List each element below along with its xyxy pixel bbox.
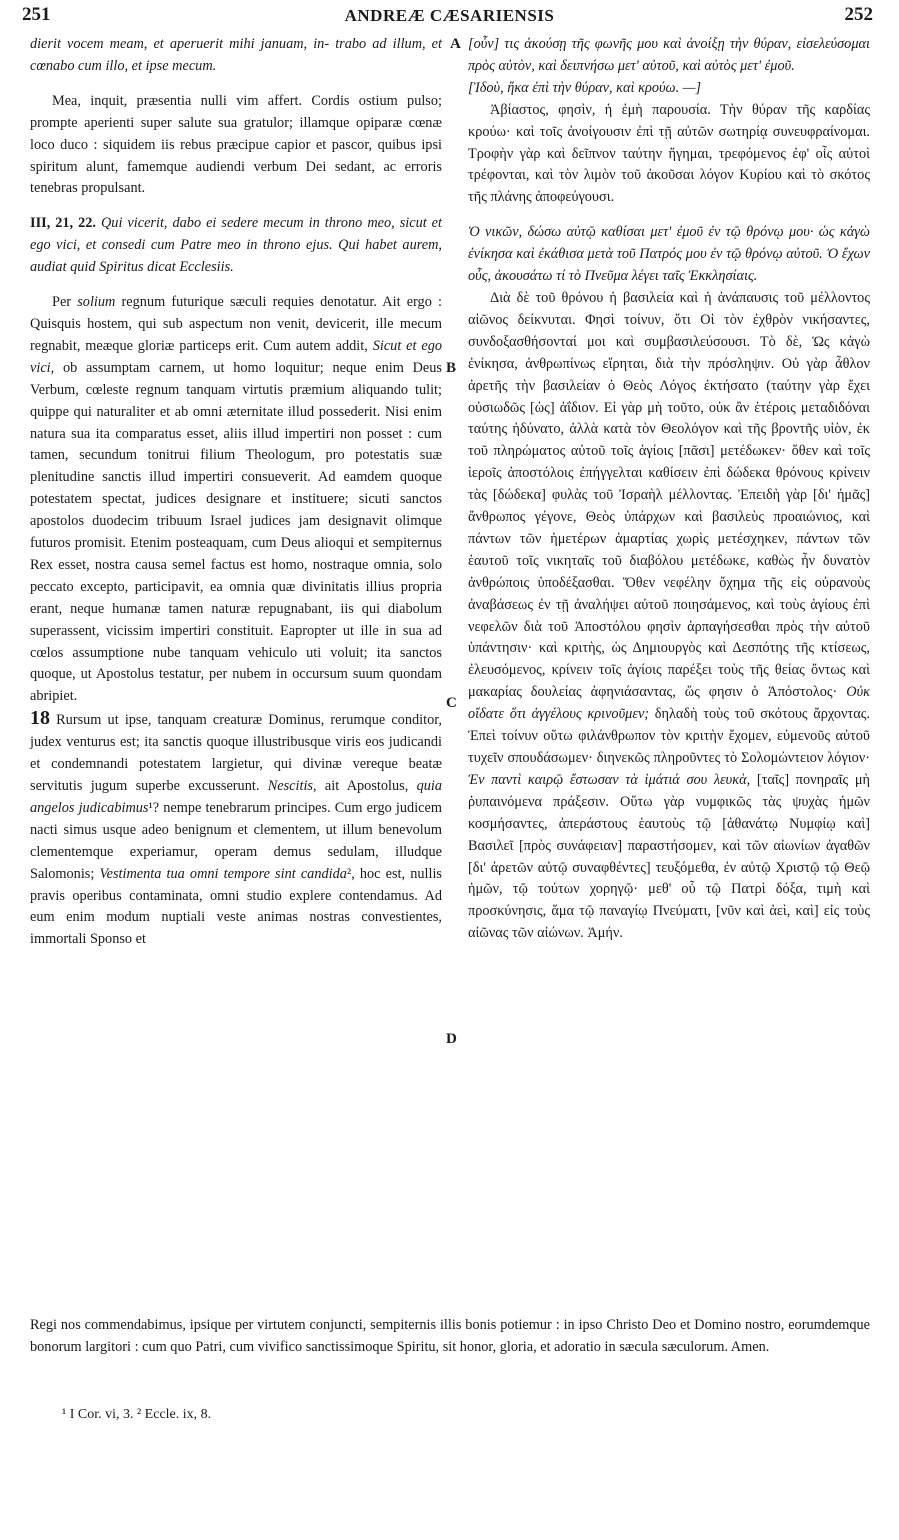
margin-letter-a: A (450, 36, 461, 52)
latin-commentary-3: 18 Rursum ut ipse, tanquam creaturæ Dominus, rerumque conditor, judex venturus est; ita sanctis quoque illustribusque viris eos judicandi et condemnandi potestatem largietur, qui divinæ vereque beatæ servitutis jugum superbe excusserunt. Nescitis, ait Apostolus, quia angelos judicabimus¹? nempe tenebrarum principes. Cum ergo judicem nacti simus usque adeo benignum et clementem, ut illum benevolum clementemque experiamur, operam demus sedulam, illudque Salomonis; Vestimenta tua omni tempore sint candida², hoc est, nullis pravis operibus contaminata, omni studio explere contendamus. Ad eum enim modum nuptiali veste animas nostras convestientes, immortali Sponso et (30, 707, 442, 948)
latin-commentary-2: Per solium regnum futurique sæculi requies denotatur. Ait ergo : Quisquis hostem, qui sub aspectum non venit, devicerit, ille mecum regnabit, meæque gloriæ particeps erit. Cum autem addit, Sicut et ego vici, ob assumptam carnem, ut homo loquitur; neque enim Deus Verbum, cœleste regnum tanquam virtutis præmium aliquando tulit; quippe qui naturaliter et ab omni æternitate illud possederit. Nisi enim natura sua ita comparatus esset, aliis illud impertiri non posset : cum tamen, secundum tonitrui filium Theologum, pro potestatis suæ plenitudine sanctis illud impertiri consueverit. Ad eamdem quoque potestatem spectat, judices designare et instituere; sicuti sanctos apostolos duodecim tribuum Israel judices jam designavit olimque futuros promisit. Etenim posteaquam, cum Deus alioqui et sempiternus Rex esset, nostra causa semel factus est homo, nostraque omnia, solo peccato excepto, participavit, ea omnia quæ divinitatis illius propria erant, neque humanæ tamen naturæ repugnabant, iis qui diabolum superassent, vicissim impertiri constituit. Eapropter ut ille in sua ad cœlos assumptione nube tanquam vehiculo uti voluit; ita sanctos quoque, ut Apostolus testatur, per nubem in occursum suum quondam abripiet. (30, 294, 442, 705)
greek-commentary-1: Ἀβίαστος, φησὶν, ἡ ἐμὴ παρουσία. Τὴν θύραν τῆς καρδίας κρούω· καὶ τοῖς ἀνοίγουσιν ἐπὶ τῇ αὐτῶν σωτηρίᾳ συνευφραίνομαι. Τροφὴν γὰρ καὶ δεῖπνον ταύτην ἥγημαι, τρεφόμενος ἐφ' οἷς αὐτοὶ τρέφονται, καὶ τὸν λιμὸν τοῦ ἀκοῦσαι λόγον Κυρίου καὶ τὸ σκότος τῆς πλάνης ἀποφεύγουσι. (468, 101, 870, 206)
latin-verse: III, 21, 22. Qui vicerit, dabo ei sedere mecum in throno meo, sicut et ego vici, et consedi cum Patre meo in throno ejus. Qui habet aurem, audiat quid Spiritus dicat Ecclesiis. (30, 215, 443, 276)
latin-column (30, 34, 442, 951)
page-number-right: 252 (844, 4, 873, 25)
closing-line: Regi nos commendabimus, ipsique per virtutem conjuncti, sempiternis illis bonis potiemur : in ipso Christo Deo et Domino nostro, eorumdemque bonorum largitori : cum quo Patri, cum vivifico sanctissimoque Spiritu, sit honor, gloria, et adoratio in sæcula sæculorum. Amen. (30, 1317, 870, 1355)
greek-bracket-verse: [Ἰδοὺ, ἥκα ἐπὶ τὴν θύραν, καὶ κρούω. —] (468, 79, 702, 96)
margin-letter-c: C (446, 695, 457, 711)
section-number: 18 (30, 707, 50, 730)
greek-column (468, 34, 870, 945)
latin-verse-end: dierit vocem meam, et aperuerit mihi januam, in- trabo ad illum, et cœnabo cum illo, et ipse mecum. (30, 36, 442, 74)
greek-commentary-2: Διὰ δὲ τοῦ θρόνου ἡ βασιλεία καὶ ἡ ἀνάπαυσις τοῦ μέλλοντος αἰῶνος δείκνυται. Φησὶ τοίνυν, ὅτι Οἱ τὸν ἐχθρὸν νικήσαντες, συνδοξασθήσονταί μοι καὶ συμβασιλεύσουσι. Τὸ δὲ, Ὡς κἀγὼ ἐνίκησα, ἀνθρωπίνως εἴρηται, διὰ τὴν πρόσληψιν. Οὐ γὰρ ἆθλον ἀρετῆς τὴν βασιλείαν ὁ Θεὸς Λόγος ἐκτήσατο (ταύτην γὰρ ἔχει οὐσιωδῶς [ὡς] ἀΐδιον. Εἰ γὰρ μὴ τοῦτο, οὐκ ἂν ἑτέροις μεταδιδόναι ταύτης ἠδύνατο, ἀλλὰ κατὰ τὸν Θεολόγον καὶ τῆς βροντῆς υἱὸν, ἐκ τοῦ πληρώματος αὐτοῦ τοῖς ἁγίοις [πᾶσι] μετέδωκεν· ὅθεν καὶ τοῖς ἱεροῖς ἀποστόλοις ἐπήγγελται καθίσειν ἐπὶ δώδεκα θρόνους κρίνειν τὰς [δώδεκα] φυλὰς τοῦ Ἰσραὴλ μέλλοντας. Ἐπειδὴ γὰρ [δι' ἡμᾶς] ἄνθρωπος γέγονε, Θεὸς ὑπάρχων καὶ βασιλεὺς προαιώνιος, καὶ πάντων τῶν ἡμετέρων ἁμαρτίας χωρὶς μετέσχηκεν, πάντων τῶν ἑαυτοῦ τοῖς νικηταῖς τοῦ διαβόλου μετέδωκε, καθὼς ἦν δυνατὸν ἀνθρώποις ὑποδέξασθαι. Ὅθεν νεφέλην ὄχημα τῆς εἰς οὐρανοὺς ἀναβάσεως ἐν τῇ ἀναλήψει αὐτοῦ ποιησάμενος, καὶ τοὺς ἁγίους ἐπὶ νεφελῶν διὰ τοῦ Ἀποστόλου φησὶν ἁρπαγήσεσθαι πρὸς τὴν αὐτοῦ ὑπάντησιν· καὶ κριτὴς, ὡς Δημιουργὸς καὶ Δεσπότης τῆς κτίσεως, ἐλευσόμενος, κρίνειν τοῖς ἁγίοις παρέξει τοὺς τῆς θείας ὄντως καὶ μακαρίας δουλείας ἀφηνιάσαντας, ὥς φησιν ὁ Ἀπόστολος· Οὐκ οἴδατε ὅτι ἀγγέλους κρινοῦμεν; δηλαδὴ τοὺς τοῦ σκότους ἄρχοντας. Ἐπεὶ τοίνυν οὕτω φιλάνθρωπον τὸν κριτὴν ἔχομεν, εὐμενοῦς αὐτοῦ τυχεῖν σπουδάσωμεν· διηνεκῶς πληροῦντες τὸ Σολομώντειον λόγιον· Ἐν παντὶ καιρῷ ἔστωσαν τὰ ἱμάτιά σου λευκὰ, [ταῖς] πονηραῖς μὴ ῥυπαινόμενα πράξεσιν. Οὕτω γὰρ νυμφικῶς τὰς ψυχὰς ἡμῶν κοσμήσαντες, ἀπεράστους ἑαυτοὺς τῷ [ἀθανάτῳ Νυμφίῳ καὶ] Βασιλεῖ [πρὸς συνάφειαν] παραστήσομεν, καὶ τῶν αἰωνίων ἀγαθῶν [δι' ἀρετῶν αὐτῷ συναφθέντες] τευξόμεθα, ἐν αὐτῷ Χριστῷ τῷ Θεῷ ἡμῶν, τῷ τούτων χορηγῷ· μεθ' οὗ τῷ Πατρὶ δόξα, τιμὴ καὶ προσκύνησις, ἅμα τῷ παναγίῳ Πνεύματι, [νῦν καὶ ἀεὶ, καὶ] εἰς τοὺς αἰῶνας τῶν αἰώνων. Ἀμήν. (468, 289, 871, 942)
page-number-left: 251 (22, 4, 51, 25)
latin-commentary-1: Mea, inquit, præsentia nulli vim affert. Cordis ostium pulso; prompte aperienti super salute sua gratulor; illamque opiparæ cœnæ loco duco : siquidem iis rebus præcipue capior et pascor, quibus ipsi spiritum alunt, famemque audiendi verbum Dei sedant, ac erroris tenebras propulsant. (30, 92, 442, 197)
margin-letter-b: B (446, 360, 457, 376)
greek-verse: Ὁ νικῶν, δώσω αὐτῷ καθίσαι μετ' ἐμοῦ ἐν τῷ θρόνῳ μου· ὡς κἀγὼ ἐνίκησα καὶ ἐκάθισα μετὰ τοῦ Πατρός μου ἐν τῷ θρόνῳ αὐτοῦ. Ὁ ἔχων οὖς, ἀκουσάτω τί τὸ Πνεῦμα λέγει ταῖς Ἐκκλησίαις. (468, 224, 870, 285)
footnotes: ¹ I Cor. vi, 3. ² Eccle. ix, 8. (62, 1407, 212, 1422)
running-title: ANDREÆ CÆSARIENSIS (344, 6, 555, 25)
greek-verse-end: [οὖν] τις ἀκούσῃ τῆς φωνῆς μου καὶ ἀνοίξῃ τὴν θύραν, εἰσελεύσομαι πρὸς αὐτὸν, καὶ δειπνήσω μετ' αὐτοῦ, καὶ αὐτὸς μετ' ἐμοῦ. (468, 36, 870, 74)
margin-letter-d: D (446, 1031, 457, 1047)
